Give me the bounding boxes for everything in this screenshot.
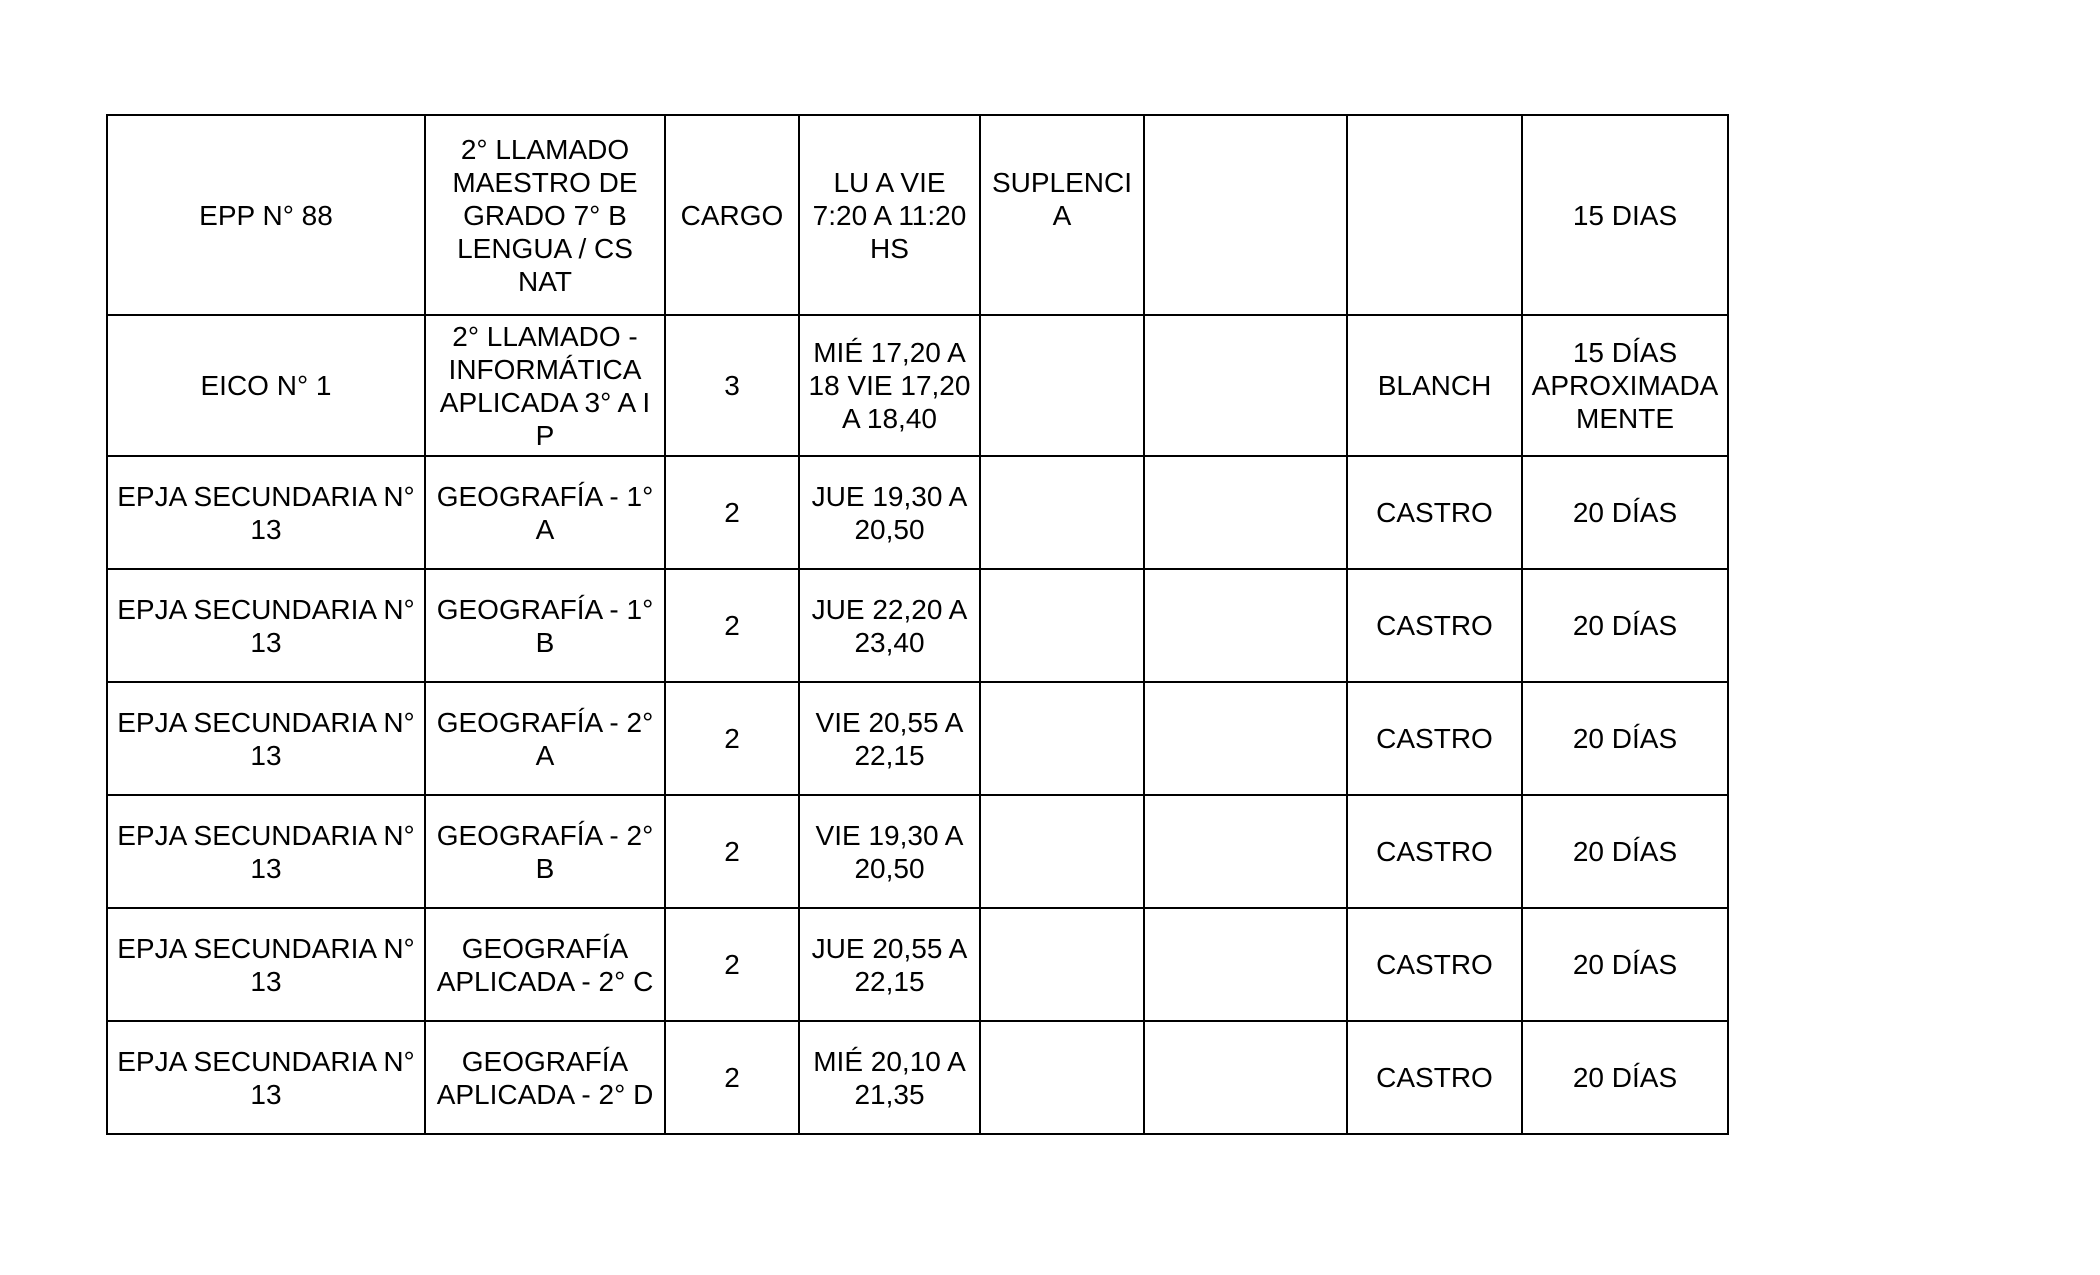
cell-hours: CARGO <box>665 115 799 315</box>
cell-schedule: JUE 20,55 A 22,15 <box>799 908 980 1021</box>
cell-position: GEOGRAFÍA - 1° A <box>425 456 665 569</box>
cell-blank-a <box>1144 682 1347 795</box>
cell-teacher: CASTRO <box>1347 456 1522 569</box>
table-row <box>107 908 1728 1021</box>
cell-duration: 20 DÍAS <box>1522 908 1728 1021</box>
cell-teacher: BLANCH <box>1347 315 1522 456</box>
cell-schedule: MIÉ 17,20 A 18 VIE 17,20 A 18,40 <box>799 315 980 456</box>
cell-school: EPJA SECUNDARIA N° 13 <box>107 908 425 1021</box>
cell-position: GEOGRAFÍA - 2° A <box>425 682 665 795</box>
vacancy-table <box>106 114 1729 1135</box>
cell-blank-a <box>1144 1021 1347 1134</box>
cell-position: GEOGRAFÍA APLICADA - 2° D <box>425 1021 665 1134</box>
cell-type <box>980 682 1144 795</box>
cell-hours: 2 <box>665 795 799 908</box>
cell-hours: 2 <box>665 908 799 1021</box>
cell-duration: 20 DÍAS <box>1522 569 1728 682</box>
cell-hours: 2 <box>665 1021 799 1134</box>
cell-teacher <box>1347 115 1522 315</box>
cell-schedule: JUE 19,30 A 20,50 <box>799 456 980 569</box>
cell-school: EPP N° 88 <box>107 115 425 315</box>
cell-hours: 2 <box>665 682 799 795</box>
cell-school: EICO N° 1 <box>107 315 425 456</box>
cell-duration: 20 DÍAS <box>1522 456 1728 569</box>
cell-schedule: LU A VIE 7:20 A 11:20 HS <box>799 115 980 315</box>
cell-school: EPJA SECUNDARIA N° 13 <box>107 795 425 908</box>
cell-blank-a <box>1144 795 1347 908</box>
cell-teacher: CASTRO <box>1347 795 1522 908</box>
cell-hours: 2 <box>665 569 799 682</box>
cell-teacher: CASTRO <box>1347 1021 1522 1134</box>
cell-duration: 20 DÍAS <box>1522 682 1728 795</box>
cell-school: EPJA SECUNDARIA N° 13 <box>107 1021 425 1134</box>
table-row <box>107 115 1728 315</box>
cell-schedule: MIÉ 20,10 A 21,35 <box>799 1021 980 1134</box>
cell-duration: 20 DÍAS <box>1522 1021 1728 1134</box>
cell-school: EPJA SECUNDARIA N° 13 <box>107 456 425 569</box>
cell-blank-a <box>1144 456 1347 569</box>
cell-blank-a <box>1144 908 1347 1021</box>
table-row <box>107 569 1728 682</box>
cell-type <box>980 1021 1144 1134</box>
cell-schedule: VIE 19,30 A 20,50 <box>799 795 980 908</box>
cell-type <box>980 569 1144 682</box>
cell-school: EPJA SECUNDARIA N° 13 <box>107 682 425 795</box>
cell-school: EPJA SECUNDARIA N° 13 <box>107 569 425 682</box>
cell-schedule: JUE 22,20 A 23,40 <box>799 569 980 682</box>
cell-position: GEOGRAFÍA - 2° B <box>425 795 665 908</box>
cell-type: SUPLENCI A <box>980 115 1144 315</box>
table-body <box>107 115 1728 1134</box>
cell-type <box>980 908 1144 1021</box>
table-row <box>107 682 1728 795</box>
cell-teacher: CASTRO <box>1347 569 1522 682</box>
cell-hours: 2 <box>665 456 799 569</box>
cell-position: 2° LLAMADO MAESTRO DE GRADO 7° B LENGUA / CS NAT <box>425 115 665 315</box>
cell-schedule: VIE 20,55 A 22,15 <box>799 682 980 795</box>
cell-duration: 20 DÍAS <box>1522 795 1728 908</box>
cell-duration: 15 DIAS <box>1522 115 1728 315</box>
table-row <box>107 315 1728 456</box>
cell-type <box>980 795 1144 908</box>
table-row <box>107 795 1728 908</box>
table-row <box>107 1021 1728 1134</box>
cell-type <box>980 315 1144 456</box>
cell-position: GEOGRAFÍA APLICADA - 2° C <box>425 908 665 1021</box>
cell-hours: 3 <box>665 315 799 456</box>
cell-position: 2° LLAMADO - INFORMÁTICA APLICADA 3° A IP <box>425 315 665 456</box>
cell-duration: 15 DÍAS APROXIMADA MENTE <box>1522 315 1728 456</box>
cell-blank-a <box>1144 315 1347 456</box>
cell-position: GEOGRAFÍA - 1° B <box>425 569 665 682</box>
cell-blank-a <box>1144 569 1347 682</box>
cell-teacher: CASTRO <box>1347 682 1522 795</box>
cell-teacher: CASTRO <box>1347 908 1522 1021</box>
cell-type <box>980 456 1144 569</box>
cell-blank-a <box>1144 115 1347 315</box>
table-row <box>107 456 1728 569</box>
